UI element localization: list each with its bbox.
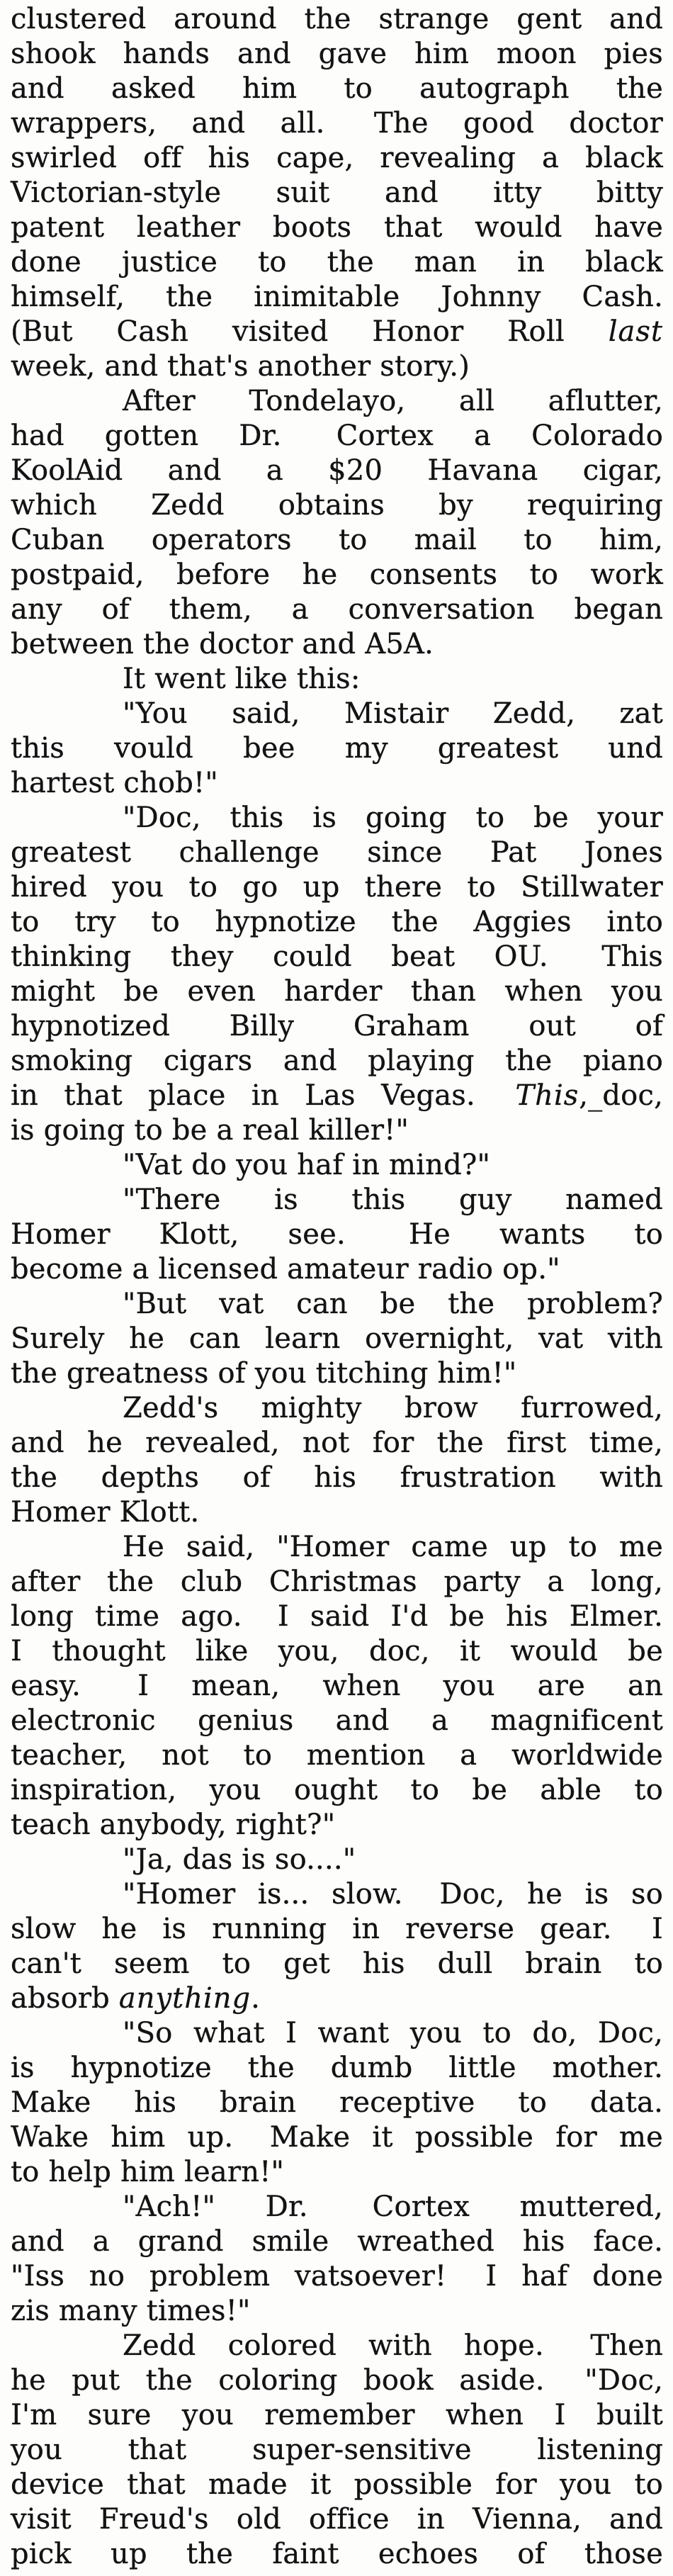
text-line: "Homer is... slow. Doc, he is so bbox=[123, 1878, 663, 1911]
text-line: and a grand smile wreathed his face. bbox=[11, 2225, 663, 2258]
text-line: in that place in Las Vegas. This,_doc, bbox=[11, 1079, 663, 1112]
text-line: any of them, a conversation began bbox=[11, 593, 663, 626]
text-line: inspiration, you ought to be able to bbox=[11, 1774, 663, 1806]
text-line: swirled off his cape, revealing a black bbox=[11, 142, 663, 174]
text-line: absorb anything. bbox=[11, 1982, 261, 2015]
text-line: this vould bee my greatest und bbox=[11, 732, 663, 765]
text-line: I thought like you, doc, it would be bbox=[11, 1635, 663, 1667]
text-line: Cuban operators to mail to him, bbox=[11, 524, 663, 556]
text-line: hartest chob!" bbox=[11, 767, 218, 799]
text-line: Homer Klott, see. He wants to bbox=[11, 1218, 663, 1251]
text-line: I'm sure you remember when I built bbox=[11, 2399, 663, 2431]
text-line: week, and that's another story.) bbox=[11, 350, 470, 383]
text-line: himself, the inimitable Johnny Cash. bbox=[11, 281, 663, 313]
text-line: the greatness of you titching him!" bbox=[11, 1357, 517, 1390]
text-line: "Ach!" Dr. Cortex muttered, bbox=[123, 2190, 663, 2223]
text-line: Wake him up. Make it possible for me bbox=[11, 2121, 663, 2154]
text-line: long time ago. I said I'd be his Elmer. bbox=[11, 1600, 663, 1633]
text-line: easy. I mean, when you are an bbox=[11, 1670, 663, 1702]
text-line: zis many times!" bbox=[11, 2295, 251, 2327]
text-line: smoking cigars and playing the piano bbox=[11, 1045, 663, 1077]
text-line: "You said, Mistair Zedd, zat bbox=[123, 697, 663, 730]
text-line: Homer Klott. bbox=[11, 1496, 200, 1529]
text-line: Zedd colored with hope. Then bbox=[123, 2329, 663, 2362]
text-line: After Tondelayo, all aflutter, bbox=[123, 385, 663, 417]
text-line: "There is this guy named bbox=[123, 1183, 663, 1216]
text-line: "Doc, this is going to be your bbox=[123, 802, 663, 834]
text-line: "Vat do you haf in mind?" bbox=[123, 1149, 491, 1181]
text-line: and asked him to autograph the bbox=[11, 72, 663, 105]
text-line: to help him learn!" bbox=[11, 2156, 285, 2188]
text-line: done justice to the man in black bbox=[11, 246, 663, 279]
text-line: It went like this: bbox=[123, 663, 361, 695]
text-line: can't seem to get his dull brain to bbox=[11, 1947, 663, 1980]
text-line: after the club Christmas party a long, bbox=[11, 1565, 663, 1598]
text-line: hypnotized Billy Graham out of bbox=[11, 1010, 663, 1042]
text-line: the depths of his frustration with bbox=[11, 1461, 663, 1494]
text-line: patent leather boots that would have bbox=[11, 211, 663, 244]
text-line: Surely he can learn overnight, vat vith bbox=[11, 1322, 663, 1355]
text-line: KoolAid and a $20 Havana cigar, bbox=[11, 454, 663, 487]
text-line: "Iss no problem vatsoever! I haf done bbox=[11, 2260, 663, 2293]
text-line: hired you to go up there to Stillwater bbox=[11, 871, 663, 904]
text-line: shook hands and gave him moon pies bbox=[11, 38, 663, 70]
text-line: had gotten Dr. Cortex a Colorado bbox=[11, 420, 663, 452]
text-line: Zedd's mighty brow furrowed, bbox=[123, 1392, 663, 1424]
text-line: you that super-sensitive listening bbox=[11, 2434, 663, 2466]
text-line: electronic genius and a magnificent bbox=[11, 1704, 663, 1737]
text-line: teacher, not to mention a worldwide bbox=[11, 1739, 663, 1772]
text-line: teach anybody, right?" bbox=[11, 1809, 336, 1841]
text-line: he put the coloring book aside. "Doc, bbox=[11, 2364, 663, 2397]
text-line: pick up the faint echoes of those bbox=[11, 2538, 663, 2570]
text-line: slow he is running in reverse gear. I bbox=[11, 1913, 663, 1945]
text-line: postpaid, before he consents to work bbox=[11, 558, 663, 591]
text-line: "Ja, das is so...." bbox=[123, 1843, 356, 1876]
text-line: greatest challenge since Pat Jones bbox=[11, 836, 663, 869]
text-line: is hypnotize the dumb little mother. bbox=[11, 2052, 663, 2084]
text-line: thinking they could beat OU. This bbox=[11, 940, 663, 973]
text-line: clustered around the strange gent and bbox=[11, 3, 663, 35]
text-line: "But vat can be the problem? bbox=[123, 1288, 663, 1320]
text-line: visit Freud's old office in Vienna, and bbox=[11, 2503, 663, 2536]
text-line: Make his brain receptive to data. bbox=[11, 2086, 663, 2119]
text-line: device that made it possible for you to bbox=[11, 2468, 663, 2501]
text-line: between the doctor and A5A. bbox=[11, 628, 434, 660]
text-line: "So what I want you to do, Doc, bbox=[123, 2017, 663, 2049]
text-line: (But Cash visited Honor Roll last bbox=[11, 315, 663, 348]
text-line: become a licensed amateur radio op." bbox=[11, 1253, 560, 1286]
text-line: to try to hypnotize the Aggies into bbox=[11, 906, 663, 938]
text-line: Victorian-style suit and itty bitty bbox=[11, 176, 663, 209]
text-line: He said, "Homer came up to me bbox=[123, 1531, 663, 1563]
text-line: is going to be a real killer!" bbox=[11, 1114, 409, 1147]
text-line: wrappers, and all. The good doctor bbox=[11, 107, 663, 140]
text-line: and he revealed, not for the first time, bbox=[11, 1427, 663, 1459]
text-line: might be even harder than when you bbox=[11, 975, 663, 1008]
text-line: which Zedd obtains by requiring bbox=[11, 489, 663, 522]
